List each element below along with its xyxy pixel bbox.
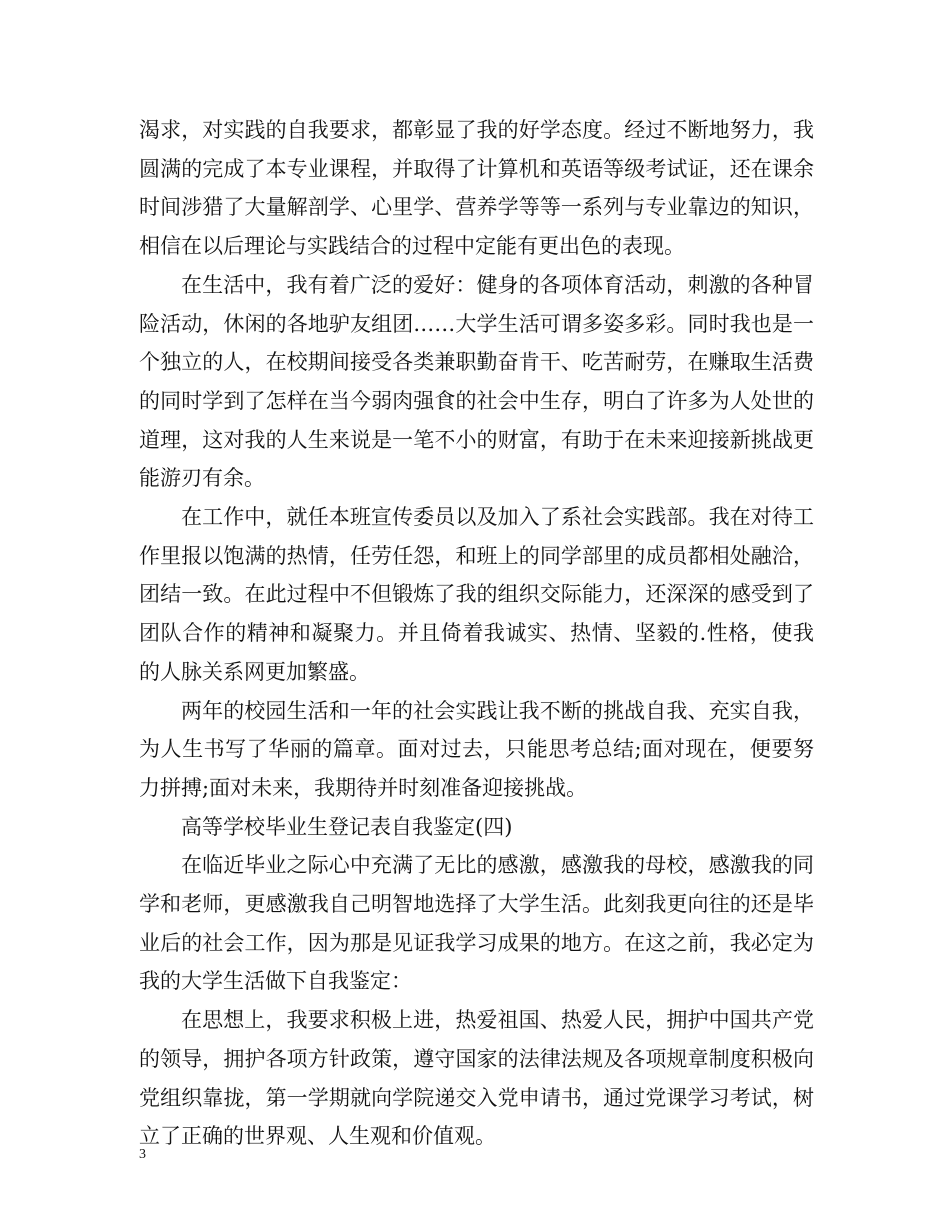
paragraph-graduation: 在临近毕业之际心中充满了无比的感激，感激我的母校，感激我的同学和老师，更感激我自己明智地选择了大学生活。此刻我更向往的还是毕业后的社会工作，因为那是见证我学习成果的地方。在这之前，我必定为我的大学生活做下自我鉴定： [139, 853, 814, 994]
paragraph-life: 在生活中，我有着广泛的爱好：健身的各项体育活动，刺激的各种冒险活动，休闲的各地驴友组团……大学生活可谓多姿多彩。同时我也是一个独立的人，在校期间接受各类兼职勤奋肯干、吃苦耐劳，在赚取生活费的同时学到了怎样在当今弱肉强食的社会中生存，明白了许多为人处世的道理，这对我的人生来说是一笔不小的财富，有助于在未来迎接新挑战更能游刃有余。 [139, 272, 814, 491]
paragraph-thought: 在思想上，我要求积极上进，热爱祖国、热爱人民，拥护中国共产党的领导，拥护各项方针政策，遵守国家的法律法规及各项规章制度积极向党组织靠拢，第一学期就向学院递交入党申请书，通过党课学习考试，树立了正确的世界观、人生观和价值观。 [139, 1008, 814, 1149]
page-number: 3 [139, 1147, 146, 1162]
paragraph-study-continued: 渴求，对实践的自我要求，都彰显了我的好学态度。经过不断地努力，我圆满的完成了本专业课程，并取得了计算机和英语等级考试证，还在课余时间涉猎了大量解剖学、心里学、营养学等等一系列与专业靠边的知识，相信在以后理论与实践结合的过程中定能有更出色的表现。 [139, 118, 814, 259]
document-body [139, 111, 814, 1156]
paragraph-summary: 两年的校园生活和一年的社会实践让我不断的挑战自我、充实自我，为人生书写了华丽的篇章。面对过去，只能思考总结;面对现在，便要努力拼搏;面对未来，我期待并时刻准备迎接挑战。 [139, 698, 814, 800]
section-heading: 高等学校毕业生登记表自我鉴定(四) [181, 814, 513, 839]
paragraph-work: 在工作中，就任本班宣传委员以及加入了系社会实践部。我在对待工作里报以饱满的热情，任劳任怨，和班上的同学部里的成员都相处融洽，团结一致。在此过程中不但锻炼了我的组织交际能力，还深深的感受到了团队合作的精神和凝聚力。并且倚着我诚实、热情、坚毅的.性格，使我的人脉关系网更加繁盛。 [139, 505, 814, 684]
